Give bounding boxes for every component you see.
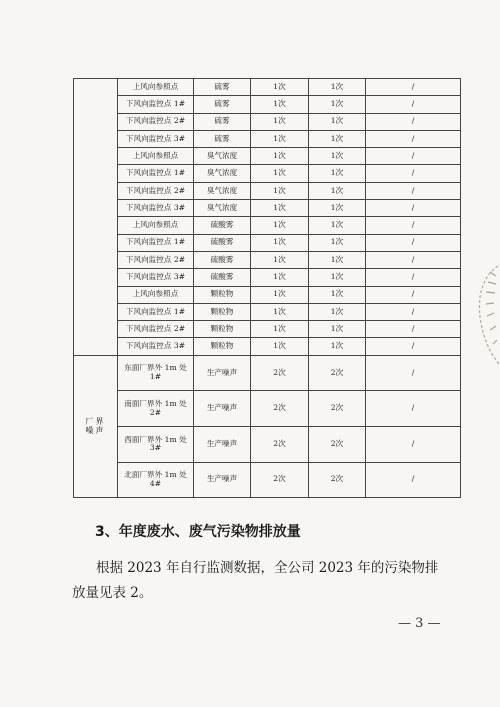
frequency-cell: 1次	[251, 321, 309, 338]
note-cell: /	[366, 338, 461, 355]
frequency-cell: 1次	[251, 148, 309, 165]
frequency-cell: 2次	[251, 426, 309, 462]
frequency-cell: 1次	[251, 79, 309, 96]
monitoring-point-cell: 上风向参照点	[118, 217, 194, 234]
table-row	[74, 96, 461, 113]
note-cell: /	[366, 426, 461, 462]
table-row	[74, 338, 461, 355]
table-row	[74, 217, 461, 234]
frequency-cell: 1次	[251, 113, 309, 130]
monitoring-point-cell: 下风向监控点 3#	[118, 269, 194, 286]
frequency-cell: 1次	[251, 303, 309, 320]
section-paragraph: 根据 2023 年自行监测数据，全公司 2023 年的污染物排放量见表 2。	[72, 560, 439, 601]
monitoring-point-cell: 下风向监控点 2#	[118, 182, 194, 199]
table-row	[74, 426, 461, 462]
note-cell: /	[366, 79, 461, 96]
frequency-cell: 1次	[309, 303, 366, 320]
frequency-cell: 1次	[309, 130, 366, 147]
monitoring-point-cell: 东面厂界外 1m 处 1#	[118, 355, 194, 391]
monitoring-point-cell: 上风向参照点	[118, 286, 194, 303]
monitoring-item-cell: 硫酸雾	[194, 234, 251, 251]
monitoring-point-cell: 下风向监控点 2#	[118, 113, 194, 130]
monitoring-item-cell: 硫雾	[194, 130, 251, 147]
monitoring-item-cell: 生产噪声	[194, 462, 251, 498]
monitoring-point-cell: 下风向监控点 3#	[118, 338, 194, 355]
note-cell: /	[366, 130, 461, 147]
table-row	[74, 355, 461, 391]
note-cell: /	[366, 321, 461, 338]
table-row	[74, 303, 461, 320]
monitoring-item-cell: 硫酸雾	[194, 269, 251, 286]
frequency-cell: 1次	[251, 217, 309, 234]
frequency-cell: 1次	[309, 79, 366, 96]
table-row	[74, 462, 461, 498]
monitoring-point-cell: 下风向监控点 1#	[118, 165, 194, 182]
monitoring-point-cell: 下风向监控点 1#	[118, 96, 194, 113]
frequency-cell: 1次	[309, 113, 366, 130]
page-number: — 3 —	[398, 616, 441, 631]
note-cell: /	[366, 165, 461, 182]
monitoring-item-cell: 硫酸雾	[194, 217, 251, 234]
note-cell: /	[366, 200, 461, 217]
frequency-cell: 2次	[309, 391, 366, 427]
monitoring-point-cell: 上风向参照点	[118, 79, 194, 96]
monitoring-item-cell: 颗粒物	[194, 338, 251, 355]
monitoring-item-cell: 生产噪声	[194, 355, 251, 391]
frequency-cell: 1次	[251, 182, 309, 199]
note-cell: /	[366, 355, 461, 391]
note-cell: /	[366, 217, 461, 234]
monitoring-point-cell: 下风向监控点 2#	[118, 321, 194, 338]
monitoring-item-cell: 硫酸雾	[194, 251, 251, 268]
monitoring-item-cell: 臭气浓度	[194, 200, 251, 217]
note-cell: /	[366, 286, 461, 303]
monitoring-item-cell: 颗粒物	[194, 303, 251, 320]
monitoring-item-cell: 臭气浓度	[194, 182, 251, 199]
table-row	[74, 148, 461, 165]
table-row	[74, 321, 461, 338]
frequency-cell: 2次	[251, 391, 309, 427]
frequency-cell: 1次	[251, 96, 309, 113]
monitoring-item-cell: 硫雾	[194, 79, 251, 96]
frequency-cell: 1次	[309, 165, 366, 182]
monitoring-point-cell: 下风向监控点 3#	[118, 130, 194, 147]
frequency-cell: 1次	[309, 251, 366, 268]
monitoring-item-cell: 臭气浓度	[194, 148, 251, 165]
monitoring-point-cell: 北面厂界外 1m 处 4#	[118, 462, 194, 498]
group-cell-air	[74, 79, 118, 356]
frequency-cell: 1次	[251, 200, 309, 217]
note-cell: /	[366, 182, 461, 199]
monitoring-point-cell: 下风向监控点 1#	[118, 234, 194, 251]
frequency-cell: 1次	[309, 338, 366, 355]
frequency-cell: 2次	[251, 462, 309, 498]
table-row	[74, 251, 461, 268]
frequency-cell: 1次	[251, 269, 309, 286]
frequency-cell: 1次	[309, 182, 366, 199]
frequency-cell: 1次	[251, 130, 309, 147]
monitoring-item-cell: 生产噪声	[194, 391, 251, 427]
group-cell-noise: 厂界噪声	[74, 355, 118, 497]
monitoring-point-cell: 下风向监控点 1#	[118, 303, 194, 320]
frequency-cell: 1次	[251, 338, 309, 355]
monitoring-item-cell: 颗粒物	[194, 321, 251, 338]
note-cell: /	[366, 251, 461, 268]
monitoring-point-cell: 上风向参照点	[118, 148, 194, 165]
frequency-cell: 1次	[251, 286, 309, 303]
frequency-cell: 1次	[309, 286, 366, 303]
table-row	[74, 165, 461, 182]
monitoring-table-body	[74, 79, 461, 498]
frequency-cell: 1次	[251, 165, 309, 182]
table-row	[74, 182, 461, 199]
monitoring-item-cell: 硫雾	[194, 113, 251, 130]
table-row	[74, 113, 461, 130]
table-row	[74, 269, 461, 286]
monitoring-point-cell: 南面厂界外 1m 处 2#	[118, 391, 194, 427]
monitoring-item-cell: 硫雾	[194, 96, 251, 113]
note-cell: /	[366, 148, 461, 165]
frequency-cell: 1次	[309, 234, 366, 251]
frequency-cell: 1次	[251, 234, 309, 251]
seal-stamp-fragment	[468, 258, 500, 368]
frequency-cell: 1次	[309, 269, 366, 286]
monitoring-table	[73, 78, 461, 498]
frequency-cell: 2次	[309, 426, 366, 462]
frequency-cell: 1次	[309, 148, 366, 165]
monitoring-item-cell: 臭气浓度	[194, 165, 251, 182]
table-row	[74, 391, 461, 427]
note-cell: /	[366, 269, 461, 286]
frequency-cell: 1次	[309, 217, 366, 234]
note-cell: /	[366, 303, 461, 320]
table-row	[74, 286, 461, 303]
monitoring-point-cell: 下风向监控点 2#	[118, 251, 194, 268]
section-heading: 3、年度废水、废气污染物排放量	[95, 524, 301, 540]
frequency-cell: 1次	[309, 321, 366, 338]
note-cell: /	[366, 462, 461, 498]
note-cell: /	[366, 234, 461, 251]
frequency-cell: 2次	[309, 355, 366, 391]
monitoring-point-cell: 西面厂界外 1m 处 3#	[118, 426, 194, 462]
note-cell: /	[366, 391, 461, 427]
note-cell: /	[366, 113, 461, 130]
frequency-cell: 2次	[251, 355, 309, 391]
note-cell: /	[366, 96, 461, 113]
table-row	[74, 79, 461, 96]
frequency-cell: 1次	[309, 96, 366, 113]
table-row	[74, 234, 461, 251]
frequency-cell: 1次	[251, 251, 309, 268]
table-row	[74, 130, 461, 147]
table-row	[74, 200, 461, 217]
frequency-cell: 2次	[309, 462, 366, 498]
frequency-cell: 1次	[309, 200, 366, 217]
monitoring-item-cell: 颗粒物	[194, 286, 251, 303]
monitoring-item-cell: 生产噪声	[194, 426, 251, 462]
monitoring-point-cell: 下风向监控点 3#	[118, 200, 194, 217]
